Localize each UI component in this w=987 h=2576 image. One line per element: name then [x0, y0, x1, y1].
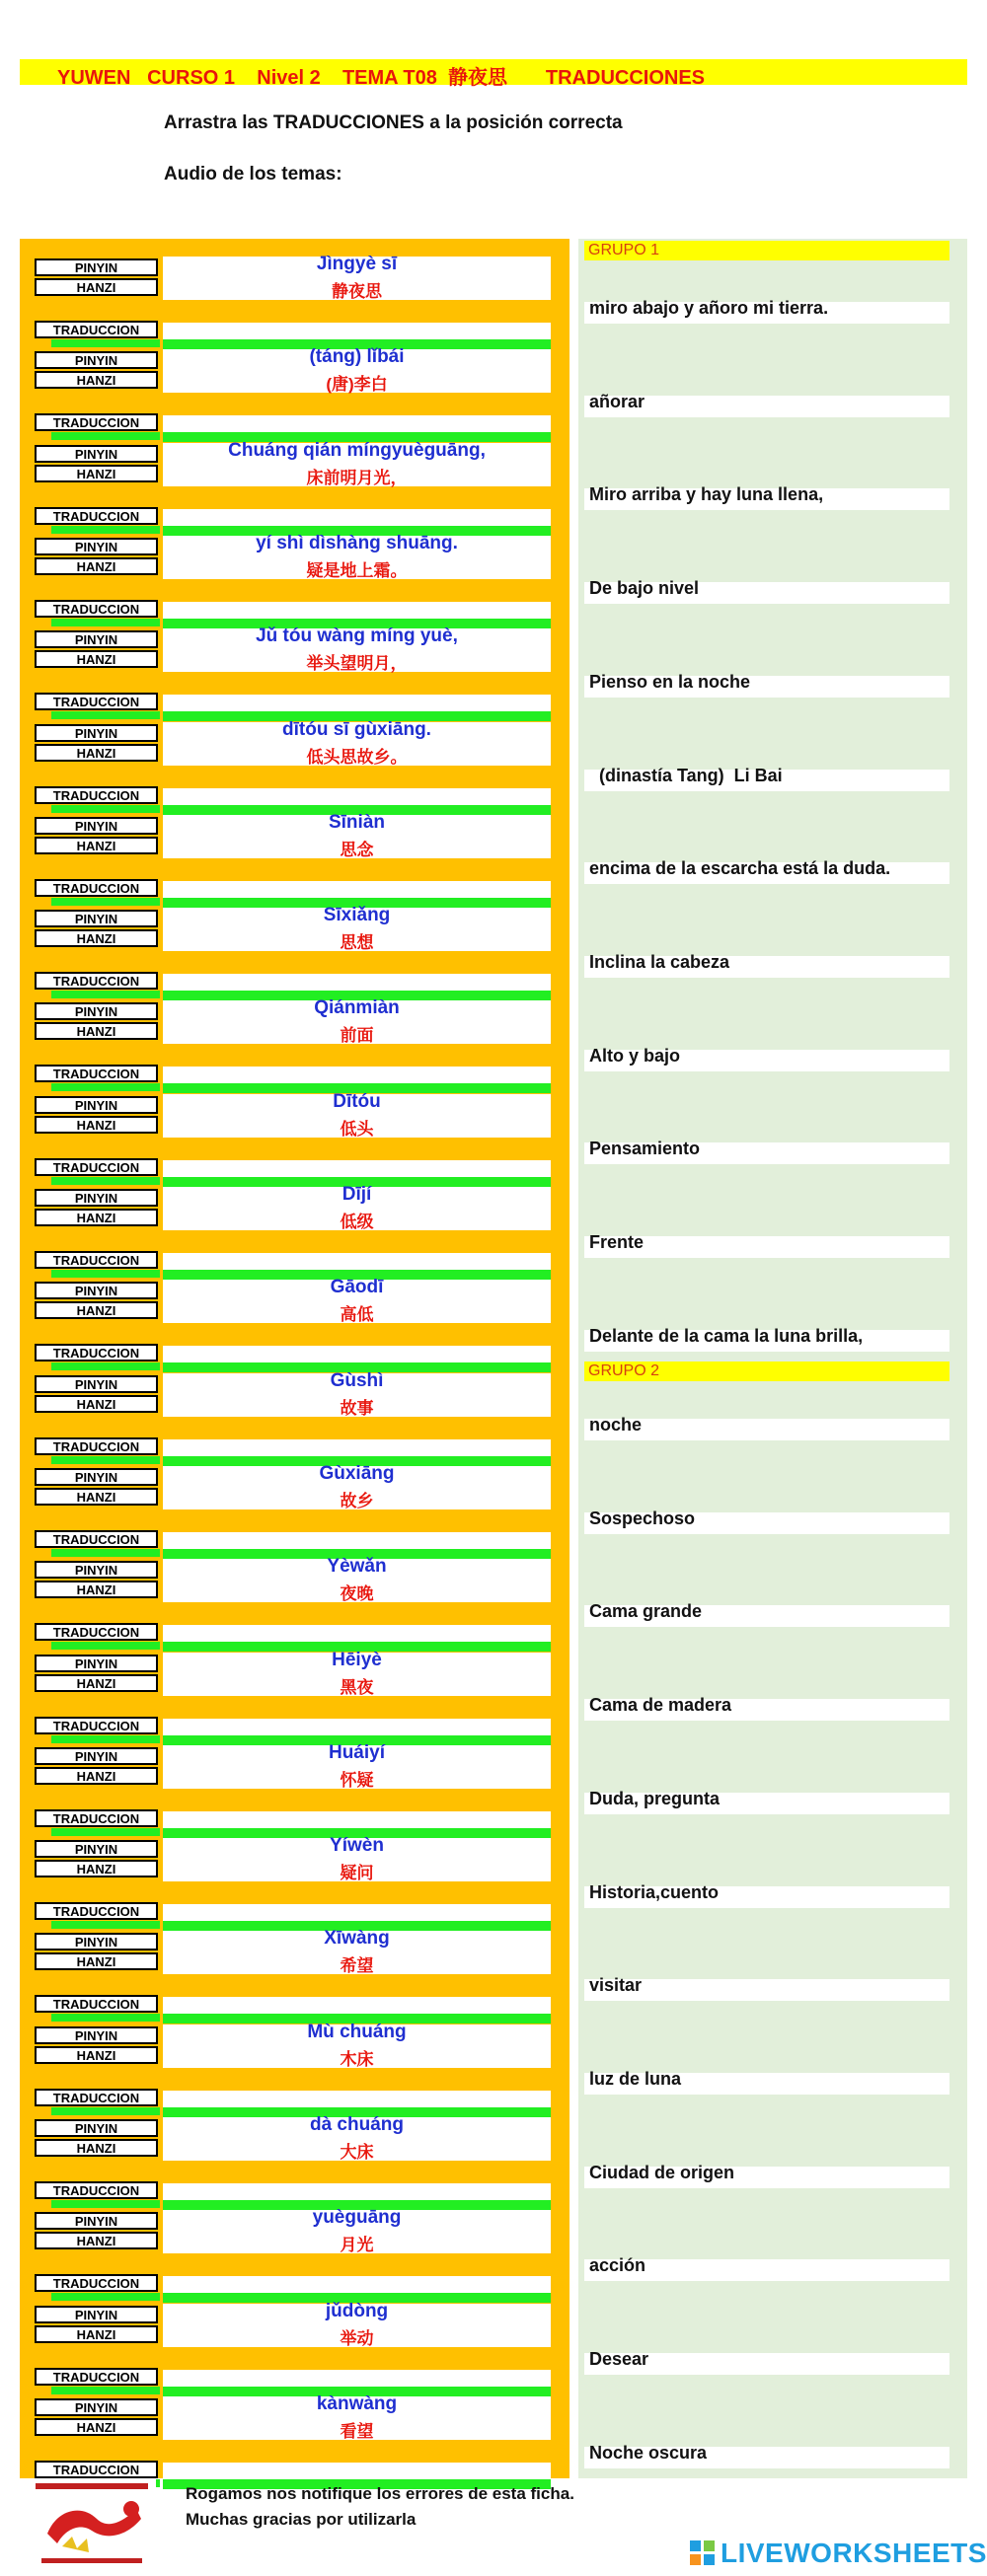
hanzi-text: 低头	[340, 1119, 374, 1139]
hanzi-label: HANZI	[35, 1767, 158, 1785]
traduccion-label: TRADUCCION	[35, 413, 158, 431]
green-strip-left	[51, 1456, 160, 1464]
pinyin-label: PINYIN	[35, 1468, 158, 1486]
hanzi-text: 疑问	[340, 1864, 374, 1883]
translation-item[interactable]: De bajo nivel	[589, 578, 700, 599]
traduccion-label: TRADUCCION	[35, 507, 158, 525]
word-card	[163, 1369, 551, 1418]
liveworksheets-brand: LIVEWORKSHEETS	[721, 2538, 987, 2568]
word-card	[163, 997, 551, 1046]
pinyin-label: PINYIN	[35, 1933, 158, 1950]
green-strip-left	[51, 1177, 160, 1185]
liveworksheets-logo-icon	[689, 2539, 717, 2567]
translation-item[interactable]: noche	[589, 1415, 643, 1435]
translation-drop-zone[interactable]	[163, 2183, 551, 2200]
hanzi-label: HANZI	[35, 650, 158, 668]
translation-item[interactable]: (dinastía Tang) Li Bai	[589, 765, 783, 785]
translation-drop-zone[interactable]	[163, 1067, 551, 1083]
hanzi-label: HANZI	[35, 465, 158, 482]
hanzi-text: 疑是地上霜。	[306, 560, 408, 580]
green-strip-left	[51, 1549, 160, 1557]
green-strip-left	[51, 1642, 160, 1650]
audio-label: Audio de los temas:	[164, 164, 342, 184]
pinyin-label: PINYIN	[35, 1189, 158, 1207]
page-title: YUWEN CURSO 1 Nivel 2 TEMA T08 静夜思 TRADUCCIONES	[57, 67, 706, 89]
green-strip-left	[51, 432, 160, 440]
translation-item[interactable]: Alto y bajo	[589, 1045, 681, 1066]
hanzi-text: 举动	[340, 2328, 374, 2348]
pinyin-text: yuèguāng	[312, 2207, 402, 2229]
translation-drop-zone[interactable]	[163, 1532, 551, 1549]
hanzi-label: HANZI	[35, 2139, 158, 2157]
pinyin-label: PINYIN	[35, 1002, 158, 1020]
pinyin-text: dītóu sī gùxiāng.	[282, 718, 431, 740]
hanzi-label: HANZI	[35, 1674, 158, 1692]
traduccion-label: TRADUCCION	[35, 2461, 158, 2478]
pinyin-label: PINYIN	[35, 910, 158, 927]
traduccion-label: TRADUCCION	[35, 1809, 158, 1827]
pinyin-text: Chuáng qián míngyuèguāng,	[228, 439, 486, 461]
translation-item[interactable]: Sospechoso	[589, 1508, 696, 1528]
word-card	[163, 905, 551, 953]
association-logo	[28, 2479, 156, 2568]
pinyin-text: Gùshì	[330, 1369, 384, 1391]
translation-item[interactable]: visitar	[589, 1975, 643, 1996]
pinyin-text: Huáiyí	[328, 1741, 386, 1763]
pinyin-text: Mù chuáng	[307, 2021, 407, 2042]
translation-item[interactable]: Cama de madera	[589, 1695, 732, 1716]
pinyin-text: Qiánmiàn	[314, 997, 400, 1019]
word-card	[163, 2392, 551, 2441]
traduccion-label: TRADUCCION	[35, 2368, 158, 2386]
traduccion-label: TRADUCCION	[35, 1251, 158, 1269]
translation-item[interactable]: Historia,cuento	[589, 1881, 720, 1902]
hanzi-text: 前面	[340, 1026, 374, 1046]
hanzi-label: HANZI	[35, 1860, 158, 1877]
hanzi-text: 故乡	[340, 1491, 374, 1510]
translations-panel	[578, 239, 967, 2478]
hanzi-label: HANZI	[35, 1209, 158, 1226]
pinyin-text: jǔdòng	[325, 2300, 389, 2321]
hanzi-text: 故事	[340, 1398, 374, 1418]
hanzi-text: 月光	[340, 2236, 374, 2255]
hanzi-text: 怀疑	[340, 1770, 374, 1790]
instructions: Arrastra las TRADUCCIONES a la posición correcta	[164, 112, 623, 133]
hanzi-label: HANZI	[35, 2046, 158, 2064]
group-header	[584, 1362, 949, 1381]
green-strip-left	[51, 339, 160, 347]
hanzi-text: 黑夜	[340, 1677, 374, 1697]
word-card	[163, 254, 551, 301]
pinyin-label: PINYIN	[35, 1096, 158, 1114]
green-strip-left	[51, 898, 160, 906]
group-header	[584, 241, 949, 260]
footer-note: Rogamos nos notifique los errores de esta ficha.	[186, 2484, 574, 2503]
translation-item[interactable]: Pensamiento	[589, 1139, 701, 1159]
translation-item[interactable]: Inclina la cabeza	[589, 951, 730, 972]
pinyin-label: PINYIN	[35, 351, 158, 369]
translation-drop-zone[interactable]	[163, 1811, 551, 1828]
traduccion-label: TRADUCCION	[35, 2089, 158, 2106]
traduccion-label: TRADUCCION	[35, 1530, 158, 1548]
hanzi-label: HANZI	[35, 744, 158, 762]
translation-item[interactable]: Duda, pregunta	[589, 1788, 721, 1808]
translation-drop-zone[interactable]	[163, 2091, 551, 2107]
translation-item[interactable]: acción	[589, 2255, 646, 2276]
pinyin-text: Jǔ tóu wàng míng yuè,	[256, 626, 458, 647]
translation-item[interactable]: Ciudad de origen	[589, 2162, 735, 2182]
translation-drop-zone[interactable]	[163, 415, 551, 432]
translation-drop-zone[interactable]	[163, 1160, 551, 1177]
hanzi-label: HANZI	[35, 929, 158, 947]
hanzi-label: HANZI	[35, 1022, 158, 1040]
traduccion-label: TRADUCCION	[35, 1344, 158, 1362]
traduccion-label: TRADUCCION	[35, 600, 158, 618]
green-strip-left	[51, 991, 160, 998]
pinyin-text: Gāodī	[330, 1277, 384, 1298]
pinyin-label: PINYIN	[35, 2026, 158, 2044]
pinyin-label: PINYIN	[35, 258, 158, 276]
word-card	[163, 1835, 551, 1883]
translation-item[interactable]: añorar	[589, 391, 645, 411]
hanzi-text: 低头思故乡。	[306, 747, 408, 767]
traduccion-label: TRADUCCION	[35, 786, 158, 804]
translation-item[interactable]: Frente	[589, 1232, 645, 1252]
word-card	[163, 1184, 551, 1231]
translation-drop-zone[interactable]	[163, 2463, 551, 2479]
pinyin-text: yí shì dìshàng shuāng.	[256, 532, 458, 553]
hanzi-label: HANZI	[35, 1395, 158, 1413]
word-card	[163, 2021, 551, 2069]
traduccion-label: TRADUCCION	[35, 1995, 158, 2013]
group-title: GRUPO 2	[588, 1362, 660, 1379]
word-card	[163, 1556, 551, 1604]
translation-drop-zone[interactable]	[163, 323, 551, 339]
hanzi-label: HANZI	[35, 1488, 158, 1506]
pinyin-label: PINYIN	[35, 1561, 158, 1579]
traduccion-label: TRADUCCION	[35, 879, 158, 897]
translation-drop-zone[interactable]	[163, 695, 551, 711]
word-card	[163, 2300, 551, 2348]
word-card	[163, 718, 551, 767]
translation-drop-zone[interactable]	[163, 2370, 551, 2387]
traduccion-label: TRADUCCION	[35, 1065, 158, 1082]
word-card	[163, 2114, 551, 2162]
word-card	[163, 1649, 551, 1697]
pinyin-text: Yíwèn	[330, 1835, 384, 1857]
hanzi-text: 木床	[340, 2049, 374, 2069]
word-card	[163, 1741, 551, 1790]
pinyin-text: Xīwàng	[324, 1928, 390, 1950]
word-card	[163, 1277, 551, 1325]
green-strip-left	[51, 1921, 160, 1929]
group-title: GRUPO 1	[588, 242, 660, 258]
green-strip-left	[51, 2107, 160, 2115]
title-bar	[20, 59, 967, 89]
green-strip-left	[51, 1735, 160, 1743]
hanzi-label: HANZI	[35, 1952, 158, 1970]
hanzi-label: HANZI	[35, 837, 158, 854]
traduccion-label: TRADUCCION	[35, 2274, 158, 2292]
translation-drop-zone[interactable]	[163, 1625, 551, 1642]
footer-thanks: Muchas gracias por utilizarla	[186, 2510, 417, 2529]
green-strip-left	[51, 2387, 160, 2394]
pinyin-text: (táng) lǐbái	[309, 346, 405, 368]
hanzi-text: 思念	[340, 840, 374, 859]
hanzi-label: HANZI	[35, 1301, 158, 1319]
hanzi-label: HANZI	[35, 1581, 158, 1598]
word-card	[163, 811, 551, 859]
pinyin-text: Yèwǎn	[327, 1556, 387, 1578]
traduccion-label: TRADUCCION	[35, 1623, 158, 1641]
green-strip-left	[51, 805, 160, 813]
traduccion-label: TRADUCCION	[35, 972, 158, 990]
traduccion-label: TRADUCCION	[35, 2181, 158, 2199]
hanzi-label: HANZI	[35, 278, 158, 296]
hanzi-label: HANZI	[35, 557, 158, 575]
green-strip-left	[51, 1083, 160, 1091]
translation-item[interactable]: Delante de la cama la luna brilla,	[589, 1325, 864, 1346]
pinyin-text: Dītóu	[333, 1090, 381, 1112]
translation-item[interactable]: Pienso en la noche	[589, 671, 751, 692]
translation-item[interactable]: miro abajo y añoro mi tierra.	[589, 298, 829, 318]
translation-item[interactable]: Noche oscura	[589, 2442, 708, 2463]
hanzi-text: 床前明月光，	[306, 468, 408, 487]
pinyin-label: PINYIN	[35, 630, 158, 648]
green-strip-left	[51, 619, 160, 626]
pinyin-text: Sīniàn	[328, 811, 385, 833]
word-card	[163, 532, 551, 580]
translation-drop-zone[interactable]	[163, 1997, 551, 2014]
translation-item[interactable]: luz de luna	[589, 2068, 682, 2089]
word-card	[163, 628, 551, 672]
hanzi-text: 大床	[340, 2143, 374, 2162]
pinyin-label: PINYIN	[35, 2119, 158, 2137]
translation-drop-zone[interactable]	[163, 881, 551, 898]
pinyin-label: PINYIN	[35, 817, 158, 835]
pinyin-text: kànwàng	[316, 2392, 398, 2414]
translation-item[interactable]: Cama grande	[589, 1601, 703, 1622]
translation-drop-zone[interactable]	[163, 2276, 551, 2293]
translation-drop-zone[interactable]	[163, 974, 551, 991]
hanzi-text: 静夜思	[332, 282, 382, 301]
pinyin-label: PINYIN	[35, 1282, 158, 1299]
pinyin-text: Dījí	[342, 1184, 372, 1205]
green-strip-left	[51, 2014, 160, 2022]
pinyin-label: PINYIN	[35, 2398, 158, 2416]
pinyin-label: PINYIN	[35, 2212, 158, 2230]
green-strip-left	[51, 711, 160, 719]
hanzi-text: 举头望明月，	[306, 654, 408, 674]
hanzi-label: HANZI	[35, 371, 158, 389]
translation-drop-zone[interactable]	[163, 602, 551, 619]
hanzi-text: 思想	[340, 933, 374, 953]
pinyin-text: Gùxiāng	[319, 1462, 395, 1484]
pinyin-label: PINYIN	[35, 1655, 158, 1672]
pinyin-label: PINYIN	[35, 1840, 158, 1858]
green-strip-left	[51, 1270, 160, 1278]
translation-drop-zone[interactable]	[163, 1904, 551, 1921]
translation-item[interactable]: Desear	[589, 2349, 649, 2369]
traduccion-label: TRADUCCION	[35, 1902, 158, 1920]
translation-item[interactable]: encima de la escarcha está la duda.	[589, 858, 891, 879]
pinyin-text: Sīxiǎng	[323, 905, 391, 926]
word-card	[163, 1090, 551, 1139]
word-card	[163, 439, 551, 487]
hanzi-text: 高低	[340, 1305, 374, 1325]
pinyin-label: PINYIN	[35, 2306, 158, 2323]
word-card	[163, 2207, 551, 2255]
hanzi-text: 看望	[340, 2421, 374, 2441]
pinyin-text: Jìngyè sī	[316, 254, 398, 274]
pinyin-label: PINYIN	[35, 724, 158, 742]
hanzi-label: HANZI	[35, 2418, 158, 2436]
pinyin-label: PINYIN	[35, 445, 158, 463]
translation-drop-zone[interactable]	[163, 1346, 551, 1362]
hanzi-label: HANZI	[35, 2232, 158, 2249]
traduccion-label: TRADUCCION	[35, 1158, 158, 1176]
translation-drop-zone[interactable]	[163, 1439, 551, 1456]
traduccion-label: TRADUCCION	[35, 321, 158, 338]
translation-drop-zone[interactable]	[163, 1719, 551, 1735]
green-strip-left	[51, 1828, 160, 1836]
traduccion-label: TRADUCCION	[35, 1437, 158, 1455]
hanzi-text: (唐)李白	[326, 375, 388, 395]
green-strip-left	[51, 1362, 160, 1370]
translation-drop-zone[interactable]	[163, 509, 551, 526]
translation-item[interactable]: Miro arriba y hay luna llena,	[589, 484, 824, 505]
green-strip-left	[51, 2293, 160, 2301]
hanzi-label: HANZI	[35, 2325, 158, 2343]
green-strip-left	[51, 526, 160, 534]
hanzi-text: 低级	[340, 1213, 374, 1231]
translation-drop-zone[interactable]	[163, 788, 551, 805]
translation-drop-zone[interactable]	[163, 1253, 551, 1270]
hanzi-text: 夜晚	[340, 1584, 374, 1604]
word-card	[163, 346, 551, 395]
pinyin-text: dà chuáng	[309, 2114, 404, 2135]
word-card	[163, 1462, 551, 1510]
word-card	[163, 1928, 551, 1976]
green-strip-left	[51, 2200, 160, 2208]
traduccion-label: TRADUCCION	[35, 1717, 158, 1734]
pinyin-text: Hēiyè	[332, 1649, 382, 1670]
pinyin-label: PINYIN	[35, 538, 158, 555]
pinyin-label: PINYIN	[35, 1747, 158, 1765]
traduccion-label: TRADUCCION	[35, 693, 158, 710]
hanzi-label: HANZI	[35, 1116, 158, 1134]
hanzi-text: 希望	[340, 1956, 374, 1976]
pinyin-label: PINYIN	[35, 1375, 158, 1393]
